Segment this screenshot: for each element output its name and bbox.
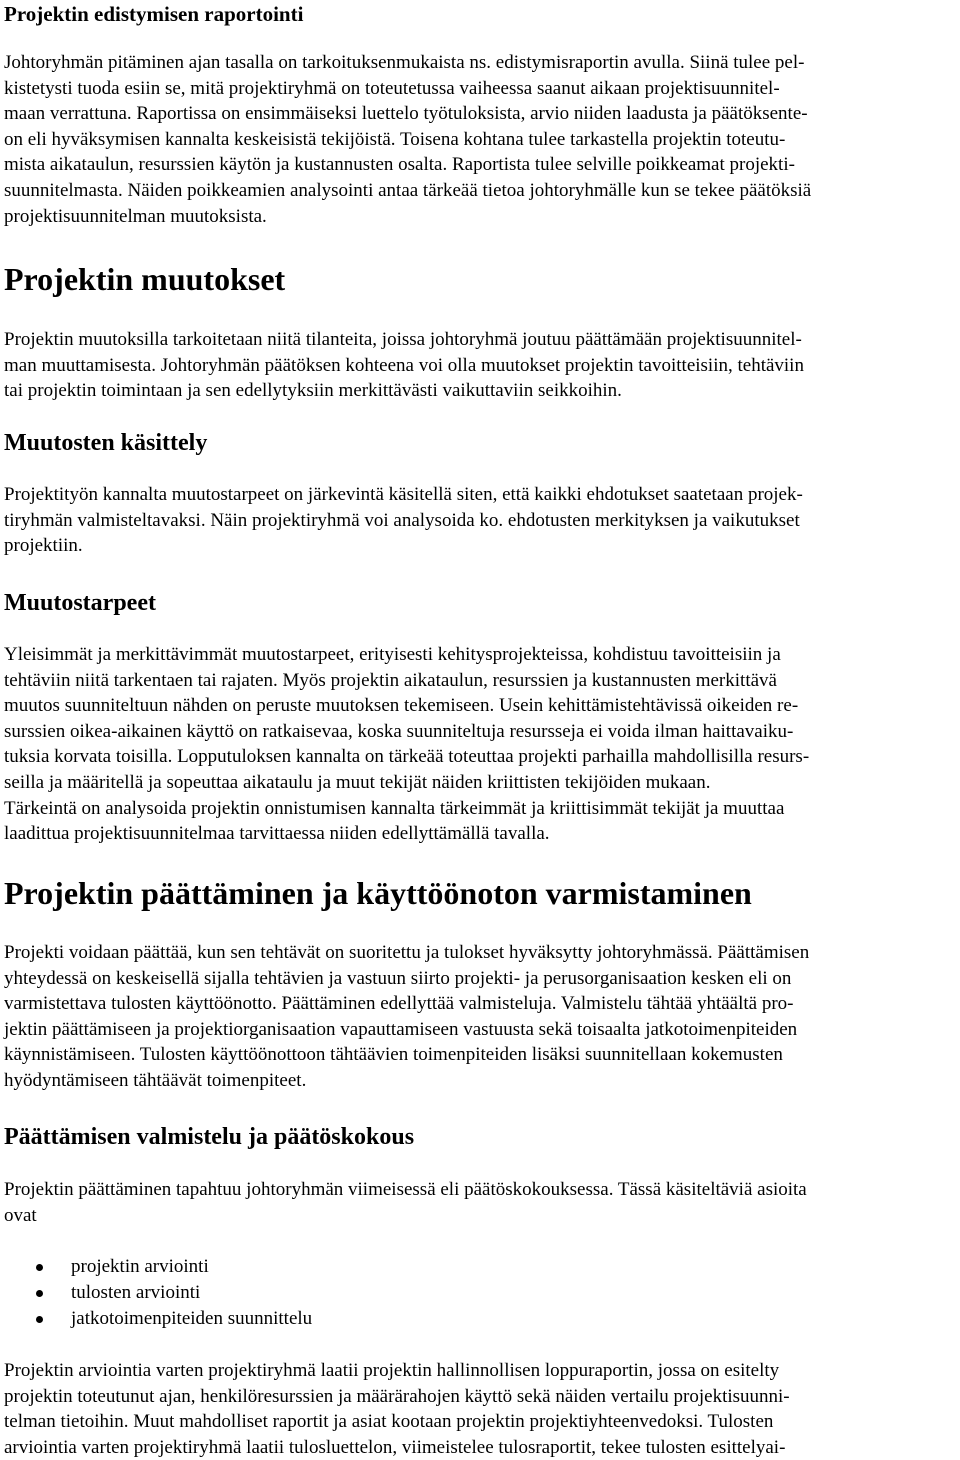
list-item xyxy=(4,1280,956,1306)
text-line: arviointia varten projektiryhmä laatii tulosluettelon, viimeistelee tulosraportit, tekee tulosten esittelyai- xyxy=(4,1436,786,1458)
bullet-icon xyxy=(36,1290,43,1297)
bullet-icon xyxy=(36,1264,43,1271)
text-line: suunnitelmasta. Näiden poikkeamien analysointi antaa tärkeää tietoa johtoryhmälle kun se tekee päätöksiä xyxy=(4,179,812,201)
text-line: Yleisimmät ja merkittävimmät muutostarpeet, erityisesti kehitysprojekteissa, kohdistuu tavoitteisiin ja xyxy=(4,644,781,665)
text-line: tehtäviin niitä tarkentaen tai rajaten. Myös projektin aikataulun, resurssien ja kustannusten merkittävä xyxy=(4,669,777,691)
paragraph-edistyminen xyxy=(4,50,956,229)
section-heading-paattaminen: Projektin päättäminen ja käyttöönoton varmistaminen xyxy=(4,875,752,911)
text-line: Projekti voidaan päättää, kun sen tehtävät on suoritettu ja tulokset hyväksytty johtoryhmässä. Päättämisen xyxy=(4,942,810,963)
text-line: projektiin. xyxy=(4,535,83,557)
text-line: Projektin muutoksilla tarkoitetaan niitä tilanteita, joissa johtoryhmä joutuu päättämään projektisuunnitel- xyxy=(4,329,802,350)
text-line: surssien oikea-aikainen käyttö on ratkaisevaa, koska suunniteltuja resursseja ei voida ilman haittavaiku- xyxy=(4,720,794,742)
text-line: seilla ja määritellä ja sopeuttaa aikataulu ja muut tekijät näiden kriittisten tekijöiden mukaan. xyxy=(4,771,711,793)
text-line: tuksia korvata toisilla. Lopputuloksen kannalta on tärkeää toteuttaa projekti parhailla mahdollisilla resurs- xyxy=(4,746,810,768)
text-line: yhteydessä on keskeisellä sijalla tehtävien ja vastuun siirto projekti- ja perusorganisaation kesken eli on xyxy=(4,967,792,989)
text-line: kistetysti tuoda esiin se, mitä projektiryhmä on toteutetussa vaiheessa saanut aikaan projektisuunnitel- xyxy=(4,77,780,99)
bullet-icon xyxy=(36,1316,43,1323)
text-line: Johtoryhmän pitäminen ajan tasalla on tarkoituksenmukaista ns. edistymisraportin avulla. Siinä tulee pel- xyxy=(4,52,805,73)
text-line: projektisuunnitelman muutoksista. xyxy=(4,205,267,227)
text-line: tai projektin toimintaan ja sen edellytyksiin merkittävästi vaikuttaviin seikkoihin. xyxy=(4,380,622,402)
text-line: laadittua projektisuunnitelmaa tarvittaessa niiden edellyttämällä tavalla. xyxy=(4,823,550,845)
paragraph-valmistelu-outro xyxy=(4,1358,956,1460)
text-line: jektin päättämiseen ja projektiorganisaation vapauttamiseen vastuusta sekä toisaalta jatkotoimenpiteiden xyxy=(4,1018,798,1040)
text-line: on eli hyväksymisen kannalta keskeisistä tekijöistä. Toisena kohtana tulee tarkastella projektin toteutu- xyxy=(4,128,786,150)
text-line: mista aikataulun, resurssien käytön ja kustannusten osalta. Raportista tulee selville poikkeamat projekti- xyxy=(4,154,795,176)
paragraph-kasittely xyxy=(4,482,956,559)
list-item xyxy=(4,1306,956,1332)
list-item xyxy=(4,1254,956,1280)
text-line: projektin toteutunut ajan, henkilöresurssien ja määrärahojen käyttö sekä näiden vertailu projektisuunni- xyxy=(4,1385,790,1407)
paragraph-muutokset xyxy=(4,327,956,404)
text-line: Projektityön kannalta muutostarpeet on järkevintä käsitellä siten, että kaikki ehdotukset saatetaan projek- xyxy=(4,484,803,505)
text-line: telman tietoihin. Muut mahdolliset raportit ja asiat kootaan projektin projektiyhteenvedoksi. Tulosten xyxy=(4,1411,774,1433)
section-heading-valmistelu: Päättämisen valmistelu ja päätöskokous xyxy=(4,1124,415,1150)
text-line: man muuttamisesta. Johtoryhmän päätöksen kohteena voi olla muutokset projektin tavoitteisiin, tehtäviin xyxy=(4,354,804,376)
text-line: Projektin päättäminen tapahtuu johtoryhmän viimeisessä eli päätöskokouksessa. Tässä käsiteltäviä asioita xyxy=(4,1179,807,1200)
text-line: varmistettava tulosten käyttöönotto. Päättäminen edellyttää valmisteluja. Valmistelu tähtää yhtäältä pro- xyxy=(4,993,794,1015)
paragraph-paattaminen xyxy=(4,940,956,1094)
paragraph-valmistelu-intro xyxy=(4,1177,956,1228)
paragraph-tarpeet xyxy=(4,642,956,847)
list-item-label: projektin arviointi xyxy=(71,1256,209,1277)
text-line: ovat xyxy=(4,1204,37,1226)
text-line: maan verrattuna. Raportissa on ensimmäiseksi luettelo työtuloksista, arvio niiden laadusta ja päätöksente- xyxy=(4,103,808,125)
text-line: hyödyntämiseen tähtäävät toimenpiteet. xyxy=(4,1069,307,1091)
section-heading-tarpeet: Muutostarpeet xyxy=(4,590,156,616)
bullet-list xyxy=(4,1254,956,1332)
list-item-label: jatkotoimenpiteiden suunnittelu xyxy=(71,1308,313,1329)
text-line: Tärkeintä on analysoida projektin onnistumisen kannalta tärkeimmät ja kriittisimmät tekijät ja muuttaa xyxy=(4,797,785,819)
section-heading-kasittely: Muutosten käsittely xyxy=(4,430,208,456)
text-line: käynnistämiseen. Tulosten käyttöönottoon tähtäävien toimenpiteiden lisäksi suunnitellaan kokemusten xyxy=(4,1044,783,1066)
text-line: muutos suunniteltuun nähden on peruste muutoksen tekemiseen. Usein kehittämistehtävissä oikeiden re- xyxy=(4,695,799,717)
section-heading-edistyminen: Projektin edistymisen raportointi xyxy=(4,2,304,26)
list-item-label: tulosten arviointi xyxy=(71,1282,201,1303)
text-line: tiryhmän valmisteltavaksi. Näin projektiryhmä voi analysoida ko. ehdotusten merkityksen ja vaikutukset xyxy=(4,509,800,531)
text-line: Projektin arviointia varten projektiryhmä laatii projektin hallinnollisen loppuraportin, jossa on esitelty xyxy=(4,1360,780,1381)
section-heading-muutokset: Projektin muutokset xyxy=(4,261,286,297)
